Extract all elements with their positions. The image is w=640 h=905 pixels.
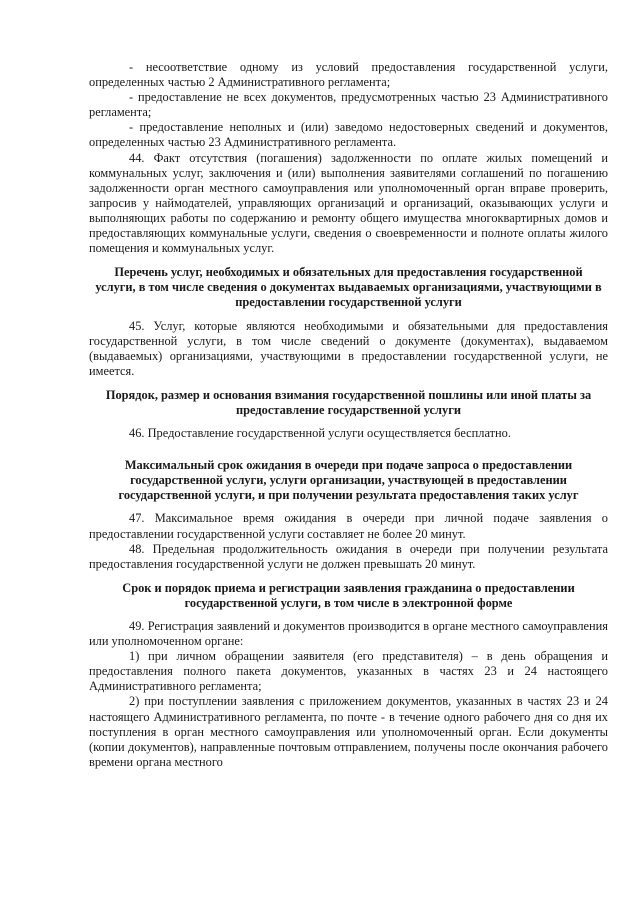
section-heading-application-registration: Срок и порядок приема и регистрации заявления гражданина о предоставлении государственной услуги, в том числе в электронной форме (122, 580, 575, 610)
paragraph-clause-43-item-1: - несоответствие одному из условий предоставления государственной услуги, определенных частью 2 Административного регламента; (89, 60, 608, 90)
paragraph-clause-47: 47. Максимальное время ожидания в очереди при личной подаче заявления о предоставлении государственной услуги составляет не более 20 минут. (89, 511, 608, 541)
paragraph-clause-45: 45. Услуг, которые являются необходимыми и обязательными для предоставления государственной услуги, в том числе сведений о документе (документах), выдаваемом (выдаваемых) организациями, участвующими в предоставлении государственной услуги, не имеется. (89, 318, 608, 378)
section-heading-required-services: Перечень услуг, необходимых и обязательных для предоставления государственной услуги, в том числе сведения о документах выдаваемых организациями, участвующими в предоставлении государственной услуги (95, 265, 602, 310)
document-body (89, 60, 608, 770)
paragraph-clause-49-item-1: 1) при личном обращении заявителя (его представителя) – в день обращения и предоставления полного пакета документов, указанных в частях 23 и 24 настоящего Административного регламента; (89, 649, 608, 694)
paragraph-clause-48: 48. Предельная продолжительность ожидания в очереди при получении результата предоставления государственной услуги не должен превышать 20 минут. (89, 541, 608, 571)
paragraph-clause-44: 44. Факт отсутствия (погашения) задолженности по оплате жилых помещений и коммунальных услуг, заключения и (или) выполнения заявителями соглашений по погашению задолженности орган местного самоуправления или уполномоченный орган вправе проверить, запросив у наймодателей, управляющих организаций и организаций, оказывающих услуги и выполняющих работы по содержанию и ремонту общего имущества многоквартирных домов и предоставляющих коммунальные услуги, сведения о своевременности и полноте оплаты жилого помещения и коммунальных услуг. (89, 150, 608, 256)
section-heading-state-fee: Порядок, размер и основания взимания государственной пошлины или иной платы за предоставление государственной услуги (105, 387, 592, 417)
paragraph-clause-43-item-3: - предоставление неполных и (или) заведомо недостоверных сведений и документов, определенных частью 23 Административного регламента. (89, 120, 608, 150)
section-heading-queue-waiting-time: Максимальный срок ожидания в очереди при подаче запроса о предоставлении государственной услуги, услуги организации, участвующей в предоставлении государственной услуги, и при получении результата предоставления таких услуг (118, 458, 579, 503)
paragraph-clause-49-item-2: 2) при поступлении заявления с приложением документов, указанных в частях 23 и 24 настоящего Административного регламента, по почте - в течение одного рабочего дня со дня их поступления в орган местного самоуправления или уполномоченный орган. Если документы (копии документов), направленные почтовым отправлением, получены после окончания рабочего времени органа местного (89, 694, 608, 769)
paragraph-clause-46: 46. Предоставление государственной услуги осуществляется бесплатно. (129, 426, 511, 441)
paragraph-clause-43-item-2: - предоставление не всех документов, предусмотренных частью 23 Административного регламента; (89, 90, 608, 120)
paragraph-clause-49: 49. Регистрация заявлений и документов производится в органе местного самоуправления или уполномоченном органе: (89, 619, 608, 649)
